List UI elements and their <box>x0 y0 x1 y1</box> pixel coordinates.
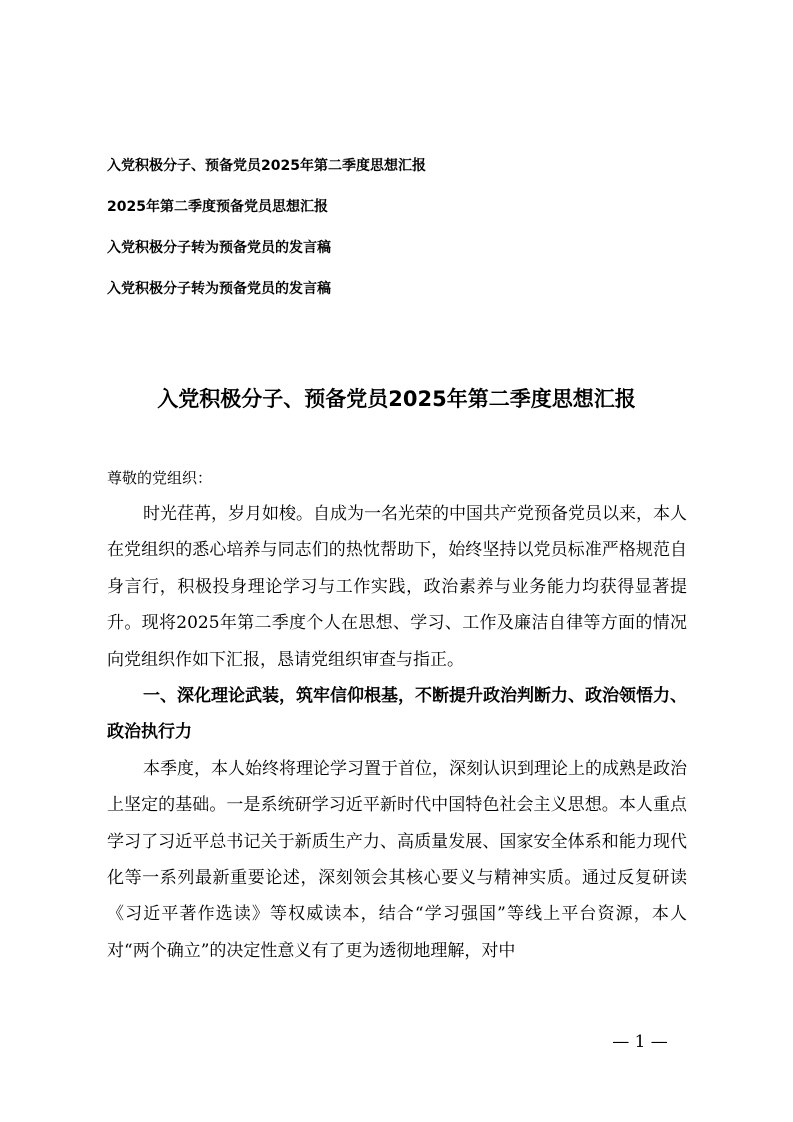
intro-paragraph: 时光荏苒，岁月如梭。自成为一名光荣的中国共产党预备党员以来，本人在党组织的悉心培养与同志们的热忱帮助下，始终坚持以党员标准严格规范自身言行，积极投身理论学习与工作实践，政治素养与业务能力均获得显著提升。现将2025年第二季度个人在思想、学习、工作及廉洁自律等方面的情况向党组织作如下汇报，恳请党组织审查与指正。 <box>107 504 687 670</box>
table-of-contents <box>107 156 727 320</box>
document-body <box>107 460 687 969</box>
section-1-heading: 一、深化理论武装，筑牢信仰根基，不断提升政治判断力、政治领悟力、政治执行力 <box>107 686 687 743</box>
document-title: 入党积极分子、预备党员2025年第二季度思想汇报 <box>157 387 636 411</box>
salutation: 尊敬的党组织： <box>107 469 213 487</box>
toc-item-1[interactable]: 入党积极分子、预备党员2025年第二季度思想汇报 <box>107 158 426 174</box>
toc-item-4[interactable]: 入党积极分子转为预备党员的发言稿 <box>107 281 331 297</box>
section-1-paragraph: 本季度，本人始终将理论学习置于首位，深刻认识到理论上的成熟是政治上坚定的基础。一是系统研学习近平新时代中国特色社会主义思想。本人重点学习了习近平总书记关于新质生产力、高质量发展、国家安全体系和能力现代化等一系列最新重要论述，深刻领会其核心要义与精神实质。通过反复研读《习近平著作选读》等权威读本，结合“学习强国”等线上平台资源，本人对“两个确立”的决定性意义有了更为透彻地理解，对中 <box>107 758 687 961</box>
toc-item-2[interactable]: 2025年第二季度预备党员思想汇报 <box>107 199 328 215</box>
toc-item-3[interactable]: 入党积极分子转为预备党员的发言稿 <box>107 240 331 256</box>
page-number: — 1 — <box>612 1032 668 1052</box>
